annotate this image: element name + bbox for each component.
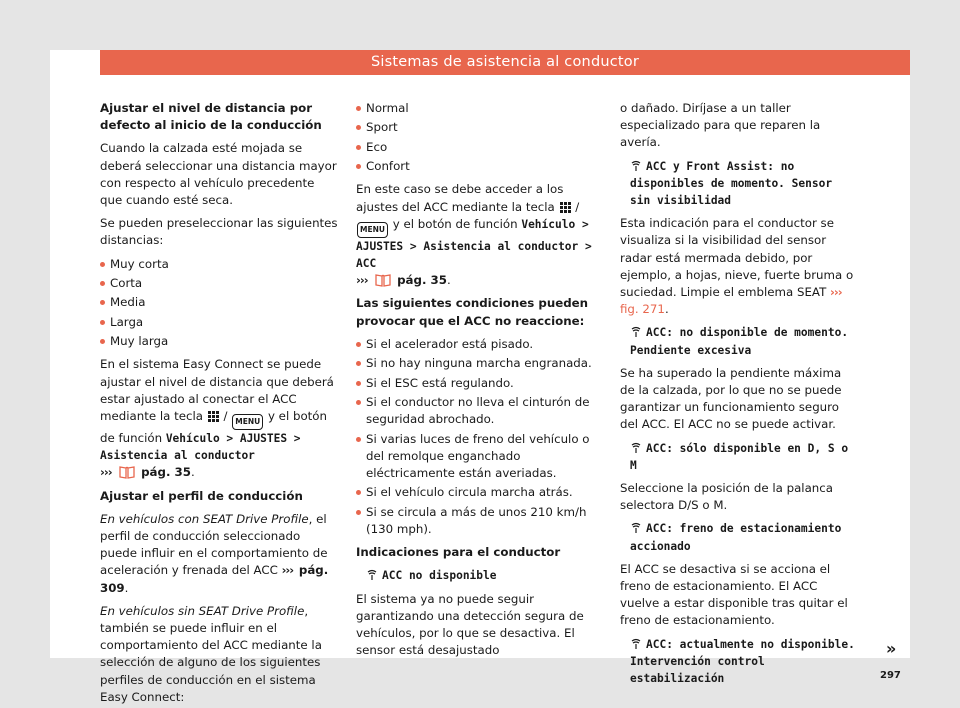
acc-warning-icon: [630, 326, 642, 338]
page-number: 297: [880, 670, 901, 681]
grid-key-icon: [208, 411, 219, 422]
paragraph: Seleccione la posición de la palanca selectora D/S o M.: [620, 481, 833, 513]
list-item: Si varias luces de freno del vehículo o del remolque enganchado eléctricamente están averiadas.: [356, 431, 594, 483]
book-icon: [119, 465, 135, 479]
list-item: Muy larga: [100, 333, 338, 350]
menu-key-icon: MENU: [232, 414, 263, 430]
column-1: [100, 100, 338, 708]
figure-ref: fig. 271: [620, 302, 665, 317]
page-ref: pág. 35: [141, 465, 191, 480]
paragraph: En vehículos con SEAT Drive Profile, el perfil de conducción seleccionado puede influir en el comportamiento de aceleración y frenada del ACC ››› pág. 309.: [100, 511, 329, 595]
list-item: Corta: [100, 275, 338, 292]
paragraph: En este caso se debe acceder a los ajustes del ACC mediante la tecla / MENU y el botón de función Vehículo > AJUSTES > Asistencia al conductor > ACC ››› pág. 35.: [356, 182, 592, 288]
menu-path: Vehículo > AJUSTES > Asistencia al conductor: [100, 432, 301, 463]
menu-path: Vehículo > AJUSTES > Asistencia al conductor > ACC: [356, 217, 592, 270]
menu-key-icon: MENU: [357, 222, 388, 238]
column-2: [356, 100, 594, 665]
acc-warning-icon: [630, 442, 642, 454]
driver-message: ACC: actualmente no disponible. Intervención control estabilización: [630, 637, 855, 686]
list-item: Larga: [100, 314, 338, 331]
list-item: Muy corta: [100, 256, 338, 273]
conditions-list: [356, 336, 594, 538]
heading-conditions: Las siguientes condiciones pueden provocar que el ACC no reaccione:: [356, 296, 589, 328]
heading-indications: Indicaciones para el conductor: [356, 545, 561, 560]
driver-message: ACC y Front Assist: no disponibles de momento. Sensor sin visibilidad: [630, 159, 833, 208]
ref-arrows: ›››: [356, 273, 368, 288]
paragraph: Esta indicación para el conductor se visualiza si la visibilidad del sensor radar está mermada debido, por ejemplo, a hojas, nieve, fuerte bruma o suciedad. Limpie el emblema SEAT ››› fig. 271.: [620, 216, 854, 317]
heading-profile: Ajustar el perfil de conducción: [100, 488, 303, 503]
list-item: Si no hay ninguna marcha engranada.: [356, 355, 594, 372]
acc-warning-icon: [630, 638, 642, 650]
profile-list: [356, 100, 594, 175]
driver-message: ACC: freno de estacionamiento accionado: [630, 522, 842, 553]
distance-list: [100, 256, 338, 351]
grid-key-icon: [560, 202, 571, 213]
page-ref: pág. 35: [397, 273, 447, 288]
column-3: [620, 100, 858, 693]
ref-arrows: ›››: [100, 465, 112, 480]
continue-mark: »: [886, 639, 897, 658]
list-item: Sport: [356, 119, 594, 136]
driver-message: ACC no disponible: [356, 567, 594, 584]
driver-message: ACC: no disponible de momento. Pendiente excesiva: [630, 326, 849, 357]
acc-warning-icon: [630, 160, 642, 172]
heading-distance: Ajustar el nivel de distancia por defecto al inicio de la conducción: [100, 101, 322, 133]
list-item: Eco: [356, 139, 594, 156]
paragraph: En vehículos sin SEAT Drive Profile, también se puede influir en el comportamiento del ACC mediante la selección de alguno de los siguientes perfiles de conducción en el sistema Easy Connect:: [100, 603, 322, 704]
list-item: Si el vehículo circula marcha atrás.: [356, 484, 594, 501]
paragraph: El sistema ya no puede seguir garantizando una detección segura de vehículos, por lo que se desactiva. El sensor está desajustado: [356, 591, 584, 658]
list-item: Si el conductor no lleva el cinturón de seguridad abrochado.: [356, 394, 594, 428]
page-ref: pág. 309: [100, 563, 329, 595]
list-item: Si el acelerador está pisado.: [356, 336, 594, 353]
list-item: Si el ESC está regulando.: [356, 375, 594, 392]
section-header: Sistemas de asistencia al conductor: [100, 50, 910, 75]
paragraph: Se pueden preseleccionar las siguientes distancias:: [100, 216, 338, 248]
list-item: Si se circula a más de unos 210 km/h (130 mph).: [356, 504, 594, 538]
paragraph: En el sistema Easy Connect se puede ajustar el nivel de distancia que deberá estar ajustado al conectar el ACC mediante la tecla / MENU y el botón de función Vehículo > AJUSTES > Asistencia al conductor ››› pág. 35.: [100, 357, 334, 480]
list-item: Normal: [356, 100, 594, 117]
manual-page: [50, 50, 910, 704]
paragraph: o dañado. Diríjase a un taller especializado para que reparen la avería.: [620, 101, 821, 150]
list-item: Confort: [356, 158, 594, 175]
paragraph: El ACC se desactiva si se acciona el freno de estacionamiento. El ACC vuelve a estar disponible tras quitar el freno de estacionamiento.: [620, 561, 848, 628]
paragraph: Se ha superado la pendiente máxima de la calzada, por lo que no se puede garantizar un funcionamiento seguro del ACC. El ACC no se puede activar.: [620, 365, 842, 432]
list-item: Media: [100, 294, 338, 311]
driver-message: ACC: sólo disponible en D, S o M: [630, 441, 849, 472]
acc-warning-icon: [366, 569, 378, 581]
acc-warning-icon: [630, 522, 642, 534]
paragraph: Cuando la calzada esté mojada se deberá seleccionar una distancia mayor con respecto al vehículo precedente que cuando esté seca.: [100, 141, 337, 208]
book-icon: [375, 273, 391, 287]
